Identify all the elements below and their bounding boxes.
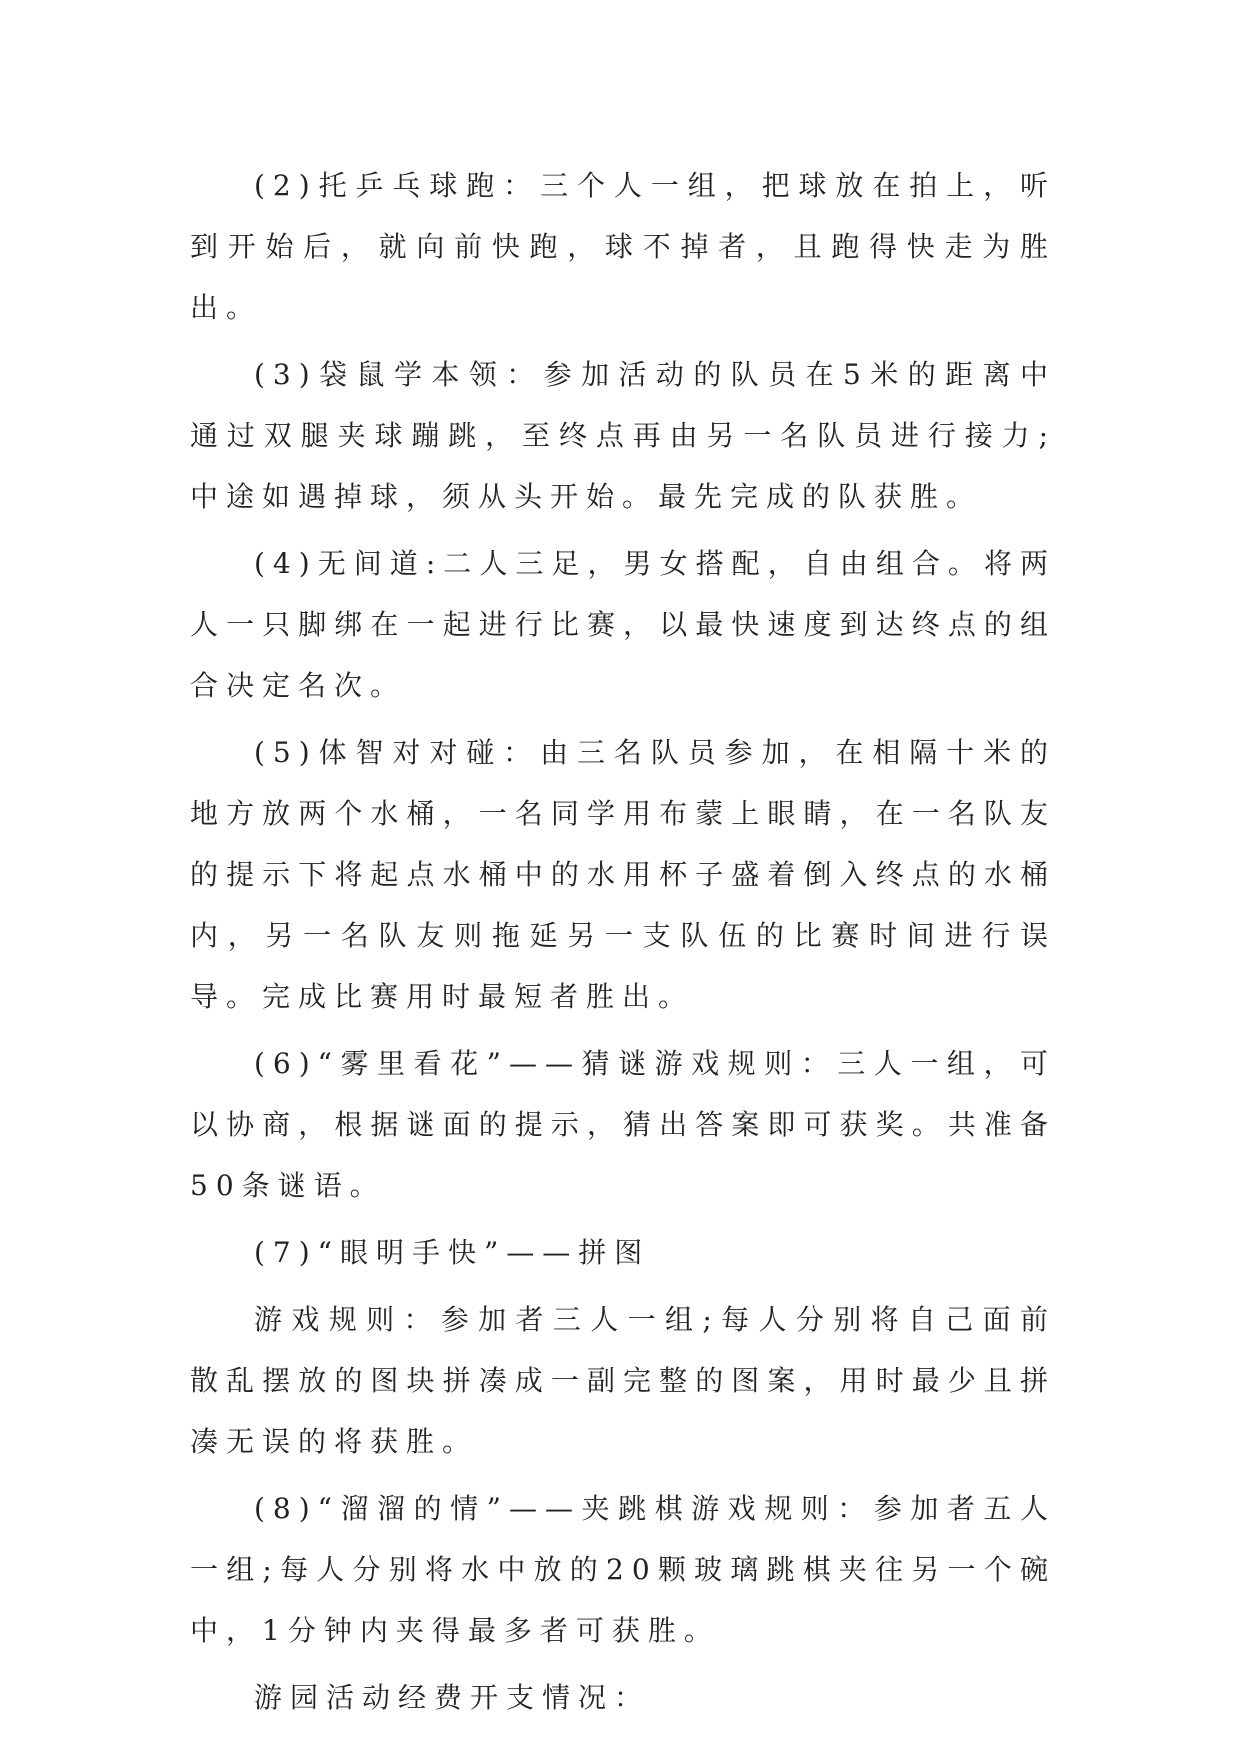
paragraph-water-bucket-game: (5)体智对对碰：由三名队员参加，在相隔十米的地方放两个水桶，一名同学用布蒙上眼睛，在一名队友的提示下将起点水桶中的水用杯子盛着倒入终点的水桶内，另一名队友则拖延另一支队伍的比赛时间进行误导。完成比赛用时最短者胜出。 (190, 736, 1056, 1013)
paragraph-riddle-game: (6)“雾里看花”——猜谜游戏规则：三人一组，可以协商，根据谜面的提示，猜出答案即可获奖。共准备50条谜语。 (190, 1047, 1056, 1202)
paragraph-puzzle-title: (7)“眼明手快”——拼图 (254, 1236, 651, 1269)
paragraph-puzzle-rules: 游戏规则：参加者三人一组;每人分别将自己面前散乱摆放的图块拼凑成一副完整的图案，用时最少且拼凑无误的将获胜。 (190, 1303, 1056, 1458)
paragraph-three-legged-race: (4)无间道:二人三足，男女搭配，自由组合。将两人一只脚绑在一起进行比赛，以最快速度到达终点的组合决定名次。 (190, 547, 1056, 702)
paragraph-ping-pong-race: (2)托乒乓球跑：三个人一组，把球放在拍上，听到开始后，就向前快跑，球不掉者，且跑得快走为胜出。 (190, 169, 1056, 324)
paragraph-budget-heading: 游园活动经费开支情况： (254, 1681, 651, 1714)
paragraph-kangaroo-relay: (3)袋鼠学本领：参加活动的队员在5米的距离中通过双腿夹球蹦跳，至终点再由另一名队员进行接力;中途如遇掉球，须从头开始。最先完成的队获胜。 (190, 358, 1056, 513)
paragraph-marble-game: (8)“溜溜的情”——夹跳棋游戏规则：参加者五人一组;每人分别将水中放的20颗玻璃跳棋夹往另一个碗中，1分钟内夹得最多者可获胜。 (190, 1492, 1056, 1647)
document-body (190, 155, 1056, 1734)
